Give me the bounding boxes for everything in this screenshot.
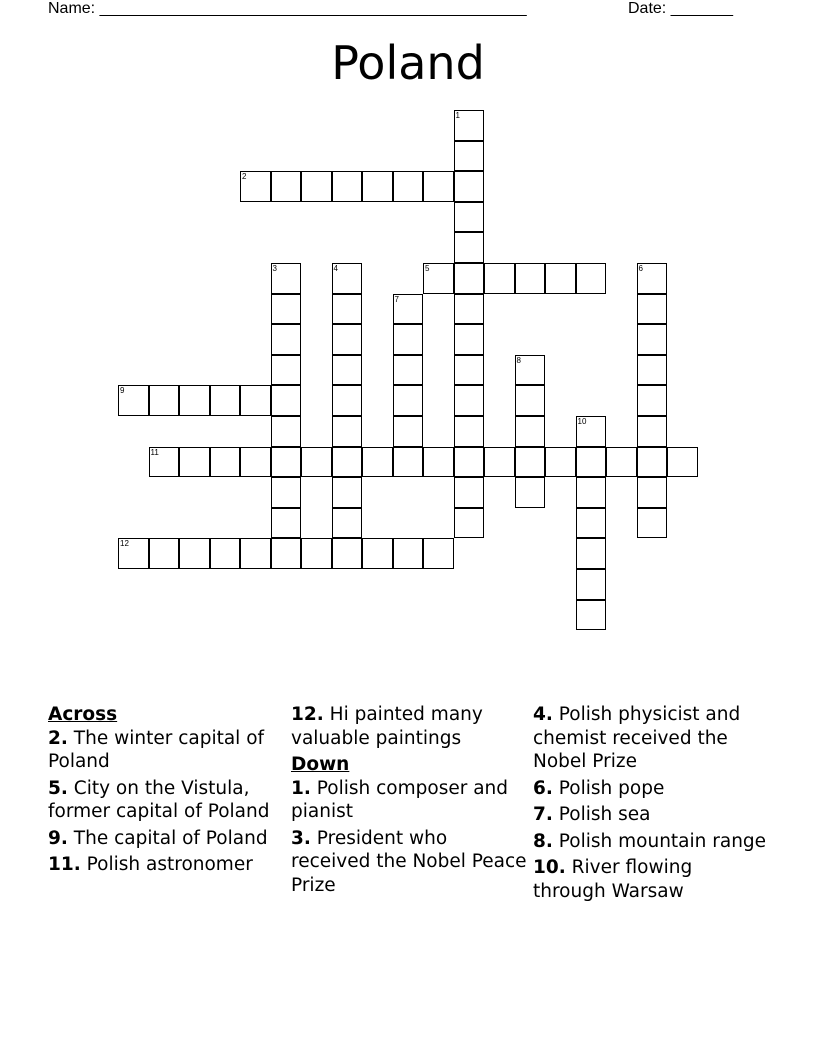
grid-cell[interactable]: [454, 171, 485, 202]
down-heading: Down: [291, 754, 350, 775]
grid-cell[interactable]: [637, 416, 668, 447]
grid-cell[interactable]: [210, 538, 241, 569]
clue-down-10: 10. River flowing through Warsaw: [533, 857, 693, 902]
grid-cell[interactable]: [515, 447, 546, 478]
grid-cell[interactable]: [484, 447, 515, 478]
grid-cell[interactable]: [576, 447, 607, 478]
grid-cell[interactable]: [454, 294, 485, 325]
grid-cell[interactable]: [637, 477, 668, 508]
grid-cell[interactable]: [271, 416, 302, 447]
clue-down-8: 8. Polish mountain range: [533, 830, 767, 852]
grid-cell[interactable]: [271, 294, 302, 325]
grid-cell[interactable]: [515, 355, 546, 386]
grid-cell[interactable]: [332, 447, 363, 478]
clue-number: 10: [577, 417, 587, 426]
grid-cell[interactable]: [362, 447, 393, 478]
clue-across-5: 5. City on the Vistula, former capital of Poland: [48, 777, 270, 822]
clue-across-2: 2. The winter capital of Poland: [48, 727, 265, 772]
grid-cell[interactable]: [393, 171, 424, 202]
clues-column-1: [48, 703, 284, 880]
grid-cell[interactable]: [240, 447, 271, 478]
grid-cell[interactable]: [515, 477, 546, 508]
grid-cell[interactable]: [606, 447, 637, 478]
grid-cell[interactable]: [210, 447, 241, 478]
clue-down-7: 7. Polish sea: [533, 804, 651, 825]
grid-cell[interactable]: [576, 263, 607, 294]
grid-cell[interactable]: [271, 385, 302, 416]
clue-number: 2: [242, 172, 247, 182]
clue-down-4: 4. Polish physicist and chemist received the Nobel Prize: [533, 704, 741, 772]
grid-cell[interactable]: [332, 355, 363, 386]
grid-cell[interactable]: [576, 416, 607, 447]
grid-cell[interactable]: [637, 294, 668, 325]
grid-cell[interactable]: [301, 538, 332, 569]
grid-cell[interactable]: [301, 447, 332, 478]
grid-cell[interactable]: [576, 600, 607, 631]
clue-across-9: 9. The capital of Poland: [48, 827, 268, 849]
grid-cell[interactable]: [332, 324, 363, 355]
grid-cell[interactable]: [454, 110, 485, 141]
grid-cell[interactable]: [240, 171, 271, 202]
grid-cell[interactable]: [149, 447, 180, 478]
grid-cell[interactable]: [454, 232, 485, 263]
grid-cell[interactable]: [271, 508, 302, 539]
grid-cell[interactable]: [332, 538, 363, 569]
grid-cell[interactable]: [240, 538, 271, 569]
grid-cell[interactable]: [240, 385, 271, 416]
clue-down-1: 1. Polish composer and pianist: [291, 777, 509, 822]
grid-cell[interactable]: [332, 263, 363, 294]
grid-cell[interactable]: [576, 508, 607, 539]
grid-cell[interactable]: [271, 171, 302, 202]
clue-number: 8: [516, 355, 521, 365]
grid-cell[interactable]: [423, 171, 454, 202]
grid-cell[interactable]: [149, 538, 180, 569]
grid-cell[interactable]: [393, 538, 424, 569]
grid-cell[interactable]: [576, 477, 607, 508]
grid-cell[interactable]: [179, 385, 210, 416]
grid-cell[interactable]: [393, 294, 424, 325]
clue-number: 3: [272, 264, 277, 273]
grid-cell[interactable]: [423, 538, 454, 569]
grid-cell[interactable]: [332, 171, 363, 202]
across-heading: Across: [48, 704, 118, 725]
grid-cell[interactable]: [454, 385, 485, 416]
grid-cell[interactable]: [271, 355, 302, 386]
grid-cell[interactable]: [271, 324, 302, 355]
grid-cell[interactable]: [423, 447, 454, 478]
clue-across-11: 11. Polish astronomer: [48, 854, 253, 875]
grid-cell[interactable]: [637, 385, 668, 416]
grid-cell[interactable]: [454, 447, 485, 478]
grid-cell[interactable]: [118, 538, 149, 569]
clue-down-6: 6. Polish pope: [533, 777, 665, 799]
grid-cell[interactable]: [454, 477, 485, 508]
grid-cell[interactable]: [393, 324, 424, 355]
grid-cell[interactable]: [454, 355, 485, 386]
grid-cell[interactable]: [393, 447, 424, 478]
grid-cell[interactable]: [423, 263, 454, 294]
grid-cell[interactable]: [271, 477, 302, 508]
clue-number: 7: [394, 294, 399, 304]
grid-cell[interactable]: [179, 447, 210, 478]
grid-cell[interactable]: [515, 416, 546, 447]
grid-cell[interactable]: [637, 324, 668, 355]
grid-cell[interactable]: [332, 294, 363, 325]
grid-cell[interactable]: [118, 385, 149, 416]
clues-column-2: [291, 703, 527, 900]
grid-cell[interactable]: [362, 171, 393, 202]
grid-cell[interactable]: [454, 202, 485, 233]
grid-cell[interactable]: [301, 171, 332, 202]
grid-cell[interactable]: [393, 385, 424, 416]
clue-number: 5: [425, 264, 430, 273]
grid-cell[interactable]: [393, 355, 424, 386]
clue-number: 11: [150, 447, 159, 457]
grid-cell[interactable]: [454, 263, 485, 294]
grid-cell[interactable]: [210, 385, 241, 416]
clue-down-3: 3. President who received the Nobel Peace Prize: [291, 827, 527, 896]
grid-cell[interactable]: [515, 263, 546, 294]
grid-cell[interactable]: [454, 416, 485, 447]
grid-cell[interactable]: [484, 263, 515, 294]
grid-cell[interactable]: [454, 141, 485, 172]
grid-cell[interactable]: [271, 538, 302, 569]
grid-cell[interactable]: [179, 538, 210, 569]
grid-cell[interactable]: [576, 538, 607, 569]
date-field: Date: _______: [628, 0, 733, 17]
name-field: Name: ________________________________________________: [48, 0, 527, 17]
grid-cell[interactable]: [545, 263, 576, 294]
clue-number: 1: [455, 111, 460, 120]
clue-number: 4: [333, 264, 338, 273]
grid-cell[interactable]: [637, 355, 668, 386]
clues-column-3: [533, 703, 769, 906]
grid-cell[interactable]: [332, 477, 363, 508]
grid-cell[interactable]: [515, 385, 546, 416]
grid-cell[interactable]: [149, 385, 180, 416]
grid-cell[interactable]: [393, 416, 424, 447]
grid-cell[interactable]: [576, 569, 607, 600]
grid-cell[interactable]: [667, 447, 698, 478]
grid-cell[interactable]: [545, 447, 576, 478]
clue-number: 12: [120, 539, 129, 549]
clue-number: 9: [120, 386, 125, 396]
grid-cell[interactable]: [637, 263, 668, 294]
grid-cell[interactable]: [332, 416, 363, 447]
grid-cell[interactable]: [332, 385, 363, 416]
grid-cell[interactable]: [271, 447, 302, 478]
grid-cell[interactable]: [637, 447, 668, 478]
page-title: Poland: [331, 36, 485, 90]
grid-cell[interactable]: [454, 324, 485, 355]
grid-cell[interactable]: [637, 508, 668, 539]
grid-cell[interactable]: [362, 538, 393, 569]
grid-cell[interactable]: [454, 508, 485, 539]
clue-number: 6: [638, 264, 643, 273]
grid-cell[interactable]: [332, 508, 363, 539]
grid-cell[interactable]: [271, 263, 302, 294]
clue-across-12: 12. Hi painted many valuable paintings: [291, 704, 483, 749]
